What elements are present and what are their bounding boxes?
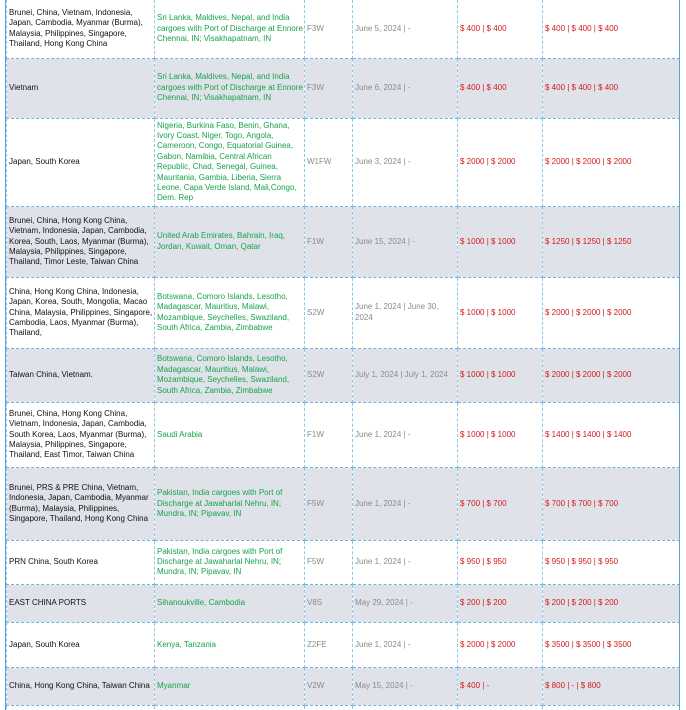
- effective-dates-cell: June 6, 2024 | -: [353, 58, 458, 118]
- rate-b-cell: $ 2000 | $ 2000 | $ 2000: [543, 277, 680, 348]
- table-row: [7, 118, 680, 206]
- rate-b-cell: $ 1400 | $ 1400 | $ 1400: [543, 402, 680, 467]
- destination-cell: [155, 705, 305, 710]
- table-row: [7, 348, 680, 402]
- destination-cell: Sri Lanka, Maldives, Nepal, and India cargoes with Port of Discharge at Ennore Chennai, IN; Visakhapatnam, IN: [155, 0, 305, 58]
- destination-cell: Pakistan, India cargoes with Port of Discharge at Jawaharlal Nehru, IN; Mundra, IN; Pipavav, IN: [155, 540, 305, 584]
- effective-dates-cell: May 29, 2024 | -: [353, 584, 458, 622]
- service-code-cell: F3W: [305, 58, 353, 118]
- service-code-cell: S2W: [305, 348, 353, 402]
- rate-b-cell: $ 400 | $ 400 | $ 400: [543, 58, 680, 118]
- origin-cell: Japan, South Korea: [7, 118, 155, 206]
- table-row: [7, 0, 680, 58]
- effective-dates-cell: June 1, 2024 | -: [353, 622, 458, 667]
- origin-cell: Brunei, China, Vietnam, Indonesia, Japan, Cambodia, Myanmar (Burma), Malaysia, Philippines, Singapore, Thailand, Hong Kong China: [7, 0, 155, 58]
- effective-dates-cell: June 1, 2024 | -: [353, 540, 458, 584]
- rate-a-cell: [458, 705, 543, 710]
- origin-cell: Brunei, China, Hong Kong China, Vietnam, Indonesia, Japan, Cambodia, Korea, South, Laos, Myanmar (Burma), Malaysia, Philippines, Singapore, Thailand, Timor Leste, Taiwan China: [7, 206, 155, 277]
- service-code-cell: Z2FE: [305, 622, 353, 667]
- effective-dates-cell: June 1, 2024 | June 30, 2024: [353, 277, 458, 348]
- rate-b-cell: $ 200 | $ 200 | $ 200: [543, 584, 680, 622]
- table-row: [7, 622, 680, 667]
- rate-a-cell: $ 200 | $ 200: [458, 584, 543, 622]
- effective-dates-cell: May 15, 2024 | -: [353, 667, 458, 705]
- rate-b-cell: $ 2000 | $ 2000 | $ 2000: [543, 118, 680, 206]
- rate-b-cell: $ 950 | $ 950 | $ 950: [543, 540, 680, 584]
- origin-cell: Vietnam: [7, 58, 155, 118]
- destination-cell: Kenya, Tanzania: [155, 622, 305, 667]
- destination-cell: Saudi Arabia: [155, 402, 305, 467]
- table-body: [7, 0, 680, 710]
- rate-a-cell: $ 700 | $ 700: [458, 467, 543, 540]
- rate-a-cell: $ 2000 | $ 2000: [458, 118, 543, 206]
- table-row: [7, 467, 680, 540]
- rate-a-cell: $ 1000 | $ 1000: [458, 402, 543, 467]
- rate-a-cell: $ 2000 | $ 2000: [458, 622, 543, 667]
- rate-a-cell: $ 1000 | $ 1000: [458, 277, 543, 348]
- table-row: [7, 667, 680, 705]
- effective-dates-cell: June 1, 2024 | -: [353, 402, 458, 467]
- origin-cell: Japan, South Korea: [7, 622, 155, 667]
- table-row: [7, 584, 680, 622]
- effective-dates-cell: June 1, 2024 | -: [353, 467, 458, 540]
- rate-a-cell: $ 400 | -: [458, 667, 543, 705]
- destination-cell: Sihanoukville, Cambodia: [155, 584, 305, 622]
- service-code-cell: F1W: [305, 206, 353, 277]
- destination-cell: United Arab Emirates, Bahrain, Iraq, Jordan, Kuwait, Oman, Qatar: [155, 206, 305, 277]
- effective-dates-cell: June 5, 2024 | -: [353, 0, 458, 58]
- origin-cell: EAST CHINA PORTS: [7, 584, 155, 622]
- rate-b-cell: $ 700 | $ 700 | $ 700: [543, 467, 680, 540]
- effective-dates-cell: July 1, 2024 | July 1, 2024: [353, 348, 458, 402]
- origin-cell: China, Hong Kong China, Indonesia, Japan, Korea, South, Mongolia, Macao China, Malaysia, Philippines, Singapore, Cambodia, Laos, Myanmar (Burma), Thailand,: [7, 277, 155, 348]
- rate-b-cell: [543, 705, 680, 710]
- origin-cell: [7, 705, 155, 710]
- destination-cell: Myanmar: [155, 667, 305, 705]
- rate-a-cell: $ 950 | $ 950: [458, 540, 543, 584]
- origin-cell: Taiwan China, Vietnam.: [7, 348, 155, 402]
- table-row: [7, 206, 680, 277]
- origin-cell: Brunei, PRS & PRE China, Vietnam, Indonesia, Japan, Cambodia, Myanmar (Burma), Malaysia, Philippines, Singapore, Thailand, Hong Kong China: [7, 467, 155, 540]
- destination-cell: Pakistan, India cargoes with Port of Discharge at Jawaharlal Nehru, IN; Mundra, IN; Pipavav, IN: [155, 467, 305, 540]
- service-code-cell: [305, 705, 353, 710]
- table-row: [7, 540, 680, 584]
- service-code-cell: S2W: [305, 277, 353, 348]
- rate-b-cell: $ 800 | - | $ 800: [543, 667, 680, 705]
- rate-a-cell: $ 400 | $ 400: [458, 0, 543, 58]
- origin-cell: China, Hong Kong China, Taiwan China: [7, 667, 155, 705]
- rate-b-cell: $ 1250 | $ 1250 | $ 1250: [543, 206, 680, 277]
- effective-dates-cell: June 15, 2024 | -: [353, 206, 458, 277]
- table-row: [7, 277, 680, 348]
- rate-b-cell: $ 400 | $ 400 | $ 400: [543, 0, 680, 58]
- effective-dates-cell: [353, 705, 458, 710]
- origin-cell: Brunei, China, Hong Kong China, Vietnam, Indonesia, Japan, Cambodia, South Korea, Laos, Myanmar (Burma), Malaysia, Philippines, Singapore, Thailand, East Timor, Taiwan China: [7, 402, 155, 467]
- service-code-cell: W1FW: [305, 118, 353, 206]
- rate-a-cell: $ 1000 | $ 1000: [458, 206, 543, 277]
- destination-cell: Botswana, Comoro Islands, Lesotho, Madagascar, Mauritius, Malawi, Mozambique, Seychelles, Swaziland, South Africa, Zambia, Zimbabwe: [155, 277, 305, 348]
- service-code-cell: V2W: [305, 667, 353, 705]
- rate-a-cell: $ 1000 | $ 1000: [458, 348, 543, 402]
- service-code-cell: F1W: [305, 402, 353, 467]
- rate-b-cell: $ 3500 | $ 3500 | $ 3500: [543, 622, 680, 667]
- rates-table-frame: [5, 0, 680, 710]
- table-row: [7, 58, 680, 118]
- effective-dates-cell: June 3, 2024 | -: [353, 118, 458, 206]
- surcharge-rates-table: [6, 0, 680, 710]
- origin-cell: PRN China, South Korea: [7, 540, 155, 584]
- service-code-cell: F5W: [305, 540, 353, 584]
- service-code-cell: V8S: [305, 584, 353, 622]
- service-code-cell: F3W: [305, 0, 353, 58]
- table-row: [7, 402, 680, 467]
- destination-cell: Botswana, Comoro Islands, Lesotho, Madagascar, Mauritius, Malawi, Mozambique, Seychelles, Swaziland, South Africa, Zambia, Zimbabwe: [155, 348, 305, 402]
- rate-a-cell: $ 400 | $ 400: [458, 58, 543, 118]
- table-row: [7, 705, 680, 710]
- rate-b-cell: $ 2000 | $ 2000 | $ 2000: [543, 348, 680, 402]
- destination-cell: Sri Lanka, Maldives, Nepal, and India cargoes with Port of Discharge at Ennore Chennai, IN; Visakhapatnam, IN: [155, 58, 305, 118]
- service-code-cell: F5W: [305, 467, 353, 540]
- destination-cell: Nigeria, Burkina Faso, Benin, Ghana, Ivory Coast, Niger, Togo, Angola, Cameroon, Congo, Equatorial Guinea, Gabon, Namibia, Central African Republic, Chad, Senegal, Guinea, Mauritania, Gambia, Liberia, Sierra Leone, Capa Verde Island, Mali,Congo, Dem. Rep: [155, 118, 305, 206]
